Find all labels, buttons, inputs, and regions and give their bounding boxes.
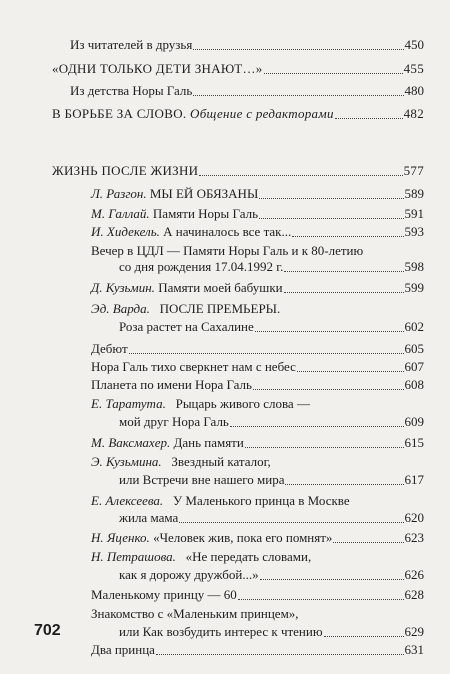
dot-leader: [156, 654, 404, 655]
toc-entry: [91, 377, 424, 393]
page-number: 629: [404, 624, 424, 639]
entry-first-line: [91, 454, 271, 470]
toc-entry: [91, 186, 424, 202]
dot-leader: [284, 271, 403, 272]
entry-author: Е. Таратута.: [91, 396, 166, 411]
entry-title: мой друг Нора Галь: [119, 414, 229, 429]
dot-leader: [129, 353, 404, 354]
page-number: 598: [404, 259, 424, 274]
dot-leader: [285, 484, 403, 485]
dot-leader: [292, 236, 403, 237]
entry-first-line: [91, 396, 310, 412]
entry-title: В БОРЬБЕ ЗА СЛОВО.: [52, 106, 187, 121]
toc-entry: [119, 414, 424, 430]
entry-title: У Маленького принца в Москве: [172, 493, 350, 508]
toc-entry: [119, 319, 424, 335]
page-number: 628: [404, 587, 424, 602]
page-number: 480: [404, 83, 424, 98]
entry-title: Памяти моей бабушки: [158, 280, 283, 295]
entry-first-line: [91, 493, 350, 509]
entry-title: Два принца: [91, 642, 155, 657]
toc-entry: [119, 624, 424, 640]
toc-entry: [91, 642, 424, 658]
entry-title: как я дорожу дружбой...»: [119, 567, 259, 582]
dot-leader: [284, 292, 404, 293]
dot-leader: [179, 522, 403, 523]
entry-title: жила мама: [119, 510, 179, 525]
entry-first-line: [91, 301, 280, 317]
toc-entry: [91, 280, 424, 296]
entry-first-line: Вечер в ЦДЛ — Памяти Норы Галь и к 80-летию: [91, 243, 364, 258]
page-number: 626: [404, 567, 424, 582]
entry-title: Звездный каталог,: [171, 454, 271, 469]
entry-title: Планета по имени Нора Галь: [91, 377, 252, 392]
entry-title: МЫ ЕЙ ОБЯЗАНЫ: [149, 186, 259, 201]
entry-author: Эд. Варда.: [91, 301, 150, 316]
entry-title: Маленькому принцу — 60: [91, 587, 237, 602]
entry-title: со дня рождения 17.04.1992 г.: [119, 259, 284, 274]
toc-entry: [91, 359, 424, 375]
page-number: 623: [404, 530, 424, 545]
toc-entry: [91, 206, 424, 222]
dot-leader: [335, 118, 403, 119]
dot-leader: [199, 175, 402, 176]
dot-leader: [245, 447, 404, 448]
entry-author: Д. Кузьмин.: [91, 280, 155, 295]
toc-entry: [91, 224, 424, 240]
entry-first-line: [91, 549, 311, 565]
entry-title: Из детства Норы Галь: [70, 83, 193, 98]
dot-leader: [230, 426, 404, 427]
dot-leader: [255, 331, 404, 332]
page-number: 602: [404, 319, 424, 334]
entry-title: Памяти Норы Галь: [152, 206, 259, 221]
page-number: 607: [404, 359, 424, 374]
entry-title: ЖИЗНЬ ПОСЛЕ ЖИЗНИ: [52, 163, 199, 178]
toc-entry: [70, 83, 424, 99]
page-number: 593: [404, 224, 424, 239]
page-number: 615: [404, 435, 424, 450]
page-number: 620: [404, 510, 424, 525]
page-number: 631: [404, 642, 424, 657]
dot-leader: [260, 579, 404, 580]
entry-author: Н. Яценко.: [91, 530, 150, 545]
entry-title: Рыцарь живого слова —: [175, 396, 310, 411]
entry-title: «Не передать словами,: [185, 549, 312, 564]
page-number: 450: [404, 37, 424, 52]
page-number: 577: [403, 163, 424, 178]
dot-leader: [238, 599, 404, 600]
page-number: 589: [404, 186, 424, 201]
toc-entry: [119, 567, 424, 583]
entry-title: Дебют: [91, 341, 128, 356]
entry-title: Дань памяти: [173, 435, 244, 450]
entry-author: И. Хидекель.: [91, 224, 160, 239]
toc-entry: [91, 435, 424, 451]
dot-leader: [264, 73, 403, 74]
page-number: 609: [404, 414, 424, 429]
entry-title: ПОСЛЕ ПРЕМЬЕРЫ.: [159, 301, 281, 316]
entry-author: Л. Разгон.: [91, 186, 147, 201]
toc-entry: [119, 472, 424, 488]
dot-leader: [259, 198, 403, 199]
toc-entry: [91, 341, 424, 357]
entry-first-line: Знакомство с «Маленьким принцем»,: [91, 606, 299, 621]
toc-entry: [119, 510, 424, 526]
entry-title: или Как возбудить интерес к чтению: [119, 624, 323, 639]
toc-entry: [52, 163, 424, 179]
dot-leader: [324, 636, 404, 637]
entry-author: Э. Кузьмина.: [91, 454, 162, 469]
page-number: 617: [404, 472, 424, 487]
page-number: 605: [404, 341, 424, 356]
page-number: 591: [404, 206, 424, 221]
dot-leader: [333, 542, 403, 543]
entry-title: Роза растет на Сахалине: [119, 319, 254, 334]
dot-leader: [193, 95, 403, 96]
page-folio: 702: [34, 622, 61, 639]
entry-title: Из читателей в друзья: [70, 37, 193, 52]
toc-entry: [119, 259, 424, 275]
page-number: 455: [403, 61, 424, 76]
page-number: 482: [403, 106, 424, 121]
entry-author: Н. Петрашова.: [91, 549, 176, 564]
entry-title: «Человек жив, пока его помнят»: [153, 530, 333, 545]
entry-author: М. Галлай.: [91, 206, 150, 221]
entry-title: или Встречи вне нашего мира: [119, 472, 285, 487]
toc-entry: [70, 37, 424, 53]
dot-leader: [297, 371, 404, 372]
entry-title: Нора Галь тихо сверкнет нам с небес: [91, 359, 296, 374]
toc-entry: [91, 587, 424, 603]
dot-leader: [193, 49, 403, 50]
entry-subtitle: Общение с редакторами: [190, 106, 334, 121]
entry-title: «ОДНИ ТОЛЬКО ДЕТИ ЗНАЮТ…»: [52, 61, 263, 76]
dot-leader: [259, 218, 403, 219]
dot-leader: [253, 389, 404, 390]
entry-author: Е. Алексеева.: [91, 493, 164, 508]
toc-entry: [91, 530, 424, 546]
toc-entry: [52, 106, 424, 122]
entry-author: М. Ваксмахер.: [91, 435, 171, 450]
page-number: 599: [404, 280, 424, 295]
toc-entry: [52, 61, 424, 77]
entry-title: А начиналось все так...: [163, 224, 292, 239]
page-number: 608: [404, 377, 424, 392]
